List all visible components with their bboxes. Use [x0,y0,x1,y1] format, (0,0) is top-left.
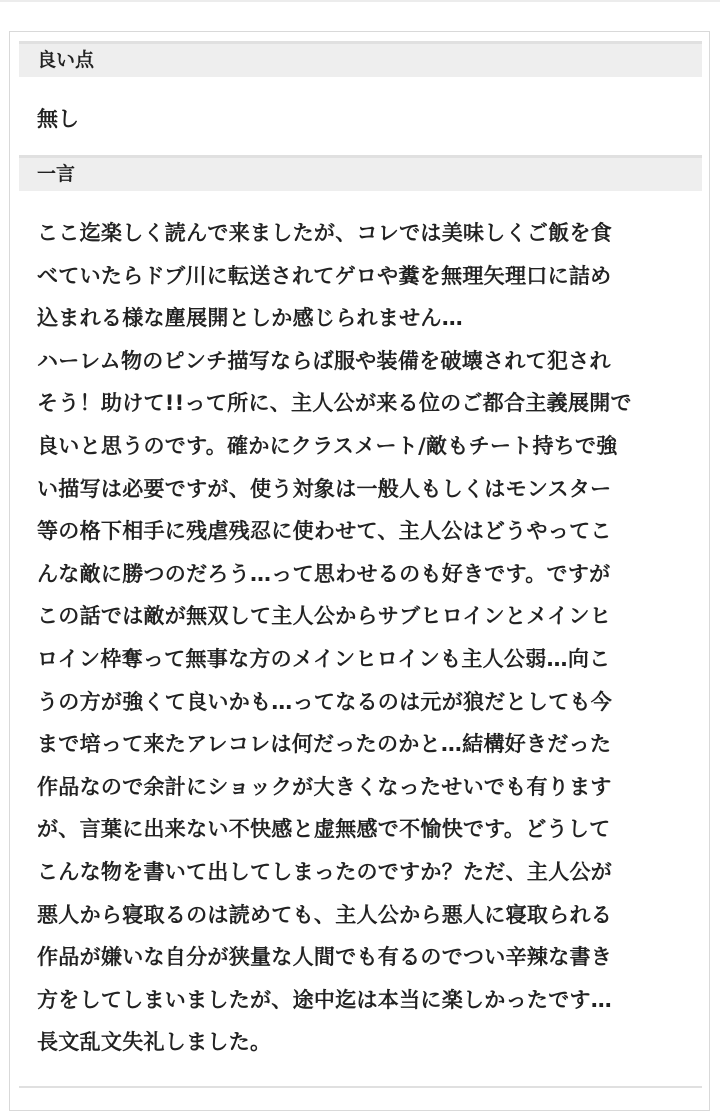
section-divider [19,1086,702,1088]
good-points-text: 無し [37,107,79,131]
comment-text: ここ迄楽しく読んで来ましたが、コレでは美味しくご飯を食 べていたらドブ川に転送されてゲロや糞を無理矢理口に詰め 込まれる様な塵展開としか感じられません… ハーレム物のピンチ描写ならば服や装備を破壊されて犯され そう！助けて!!って所に、主人公が来る位のご都合主義展開で 良いと思うのです。確かにクラスメート/敵もチート持ちで強 い描写は必要ですが、使う対象は一般人もしくはモンスター 等の格下相手に残虐残忍に使わせて、主人公はどうやってこ んな敵に勝つのだろう…って思わせるのも好きです。ですが この話では敵が無双して主人公からサブヒロインとメインヒ ロイン枠奪って無事な方のメインヒロインも主人公弱…向こ うの方が強くて良いかも…ってなるのは元が狼だとしても今 まで培って来たアレコレは何だったのかと…結構好きだった 作品なので余計にショックが大きくなったせいでも有ります が、言葉に出来ない不快感と虚無感で不愉快です。どうして こんな物を書いて出してしまったのですか？ただ、主人公が 悪人から寝取るのは読めても、主人公から悪人に寝取られる 作品が嫌いな自分が狭量な人間でも有るのでつい辛辣な書き 方をしてしまいましたが、途中迄は本当に楽しかったです… 長文乱文失礼しました。 [37,221,632,1055]
top-divider [0,0,720,2]
good-points-header: 良い点 [19,41,702,77]
comment-header: 一言 [19,155,702,191]
review-panel [9,31,710,1111]
